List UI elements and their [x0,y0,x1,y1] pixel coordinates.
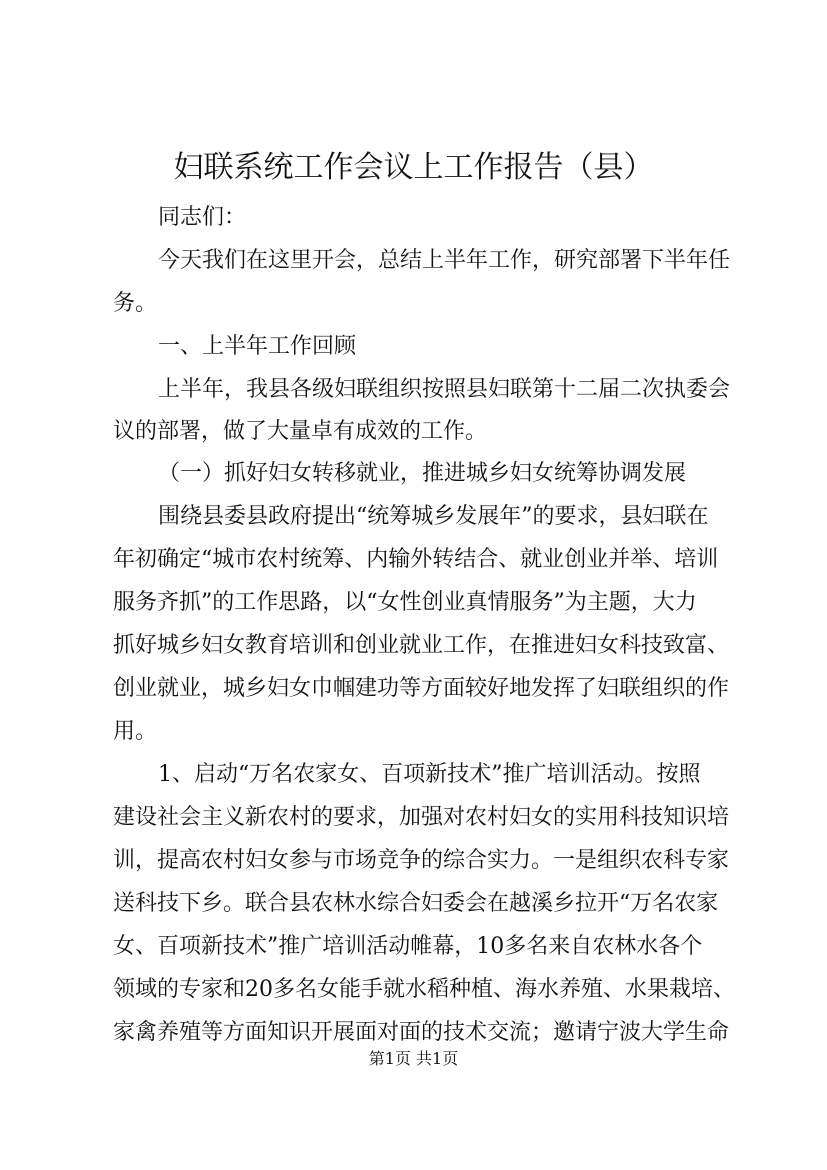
paragraph-line: 抓好城乡妇女教育培训和创业就业工作，在推进妇女科技致富、 [113,633,730,658]
paragraph-line: 议的部署，做了大量卓有成效的工作。 [113,419,488,444]
paragraph-line: 今天我们在这里开会，总结上半年工作，研究部署下半年任 [158,248,731,273]
paragraph-line: 家禽养殖等方面知识开展面对面的技术交流；邀请宁波大学生命 [113,1020,730,1045]
document-title: 妇联系统工作会议上工作报告（县） [173,150,654,185]
paragraph-line: 用。 [113,719,158,744]
paragraph-line: 女、百项新技术”推广培训活动帷幕，10多名来自农林水各个 [113,934,703,959]
paragraph-line: 训，提高农村妇女参与市场竞争的综合实力。一是组织农科专家 [113,848,730,873]
paragraph-line: 围绕县委县政府提出“统筹城乡发展年”的要求，县妇联在 [158,504,709,529]
paragraph-line: 1、启动“万名农家女、百项新技术”推广培训活动。按照 [158,762,701,787]
paragraph-line: 年初确定“城市农村统筹、内输外转结合、就业创业并举、培训 [113,547,719,572]
page-number-footer: 第1页 共1页 [368,1049,459,1068]
paragraph-line: 建设社会主义新农村的要求，加强对农村妇女的实用科技知识培 [113,805,730,830]
paragraph-line: 送科技下乡。联合县农林水综合妇委会在越溪乡拉开“万名农家 [113,891,719,916]
section-heading: 一、上半年工作回顾 [158,334,357,359]
paragraph-line: 服务齐抓”的工作思路，以“女性创业真情服务”为主题，大力 [113,590,697,615]
paragraph-line: 务。 [113,291,158,316]
paragraph-line: 领域的专家和20多名女能手就水稻种植、海水养殖、水果栽培、 [113,977,735,1002]
salutation-line: 同志们： [158,205,247,230]
subsection-heading: （一）抓好妇女转移就业，推进城乡妇女统筹协调发展 [158,461,687,486]
paragraph-line: 创业就业，城乡妇女巾帼建功等方面较好地发挥了妇联组织的作 [113,676,730,701]
paragraph-line: 上半年，我县各级妇联组织按照县妇联第十二届二次执委会 [158,377,731,402]
